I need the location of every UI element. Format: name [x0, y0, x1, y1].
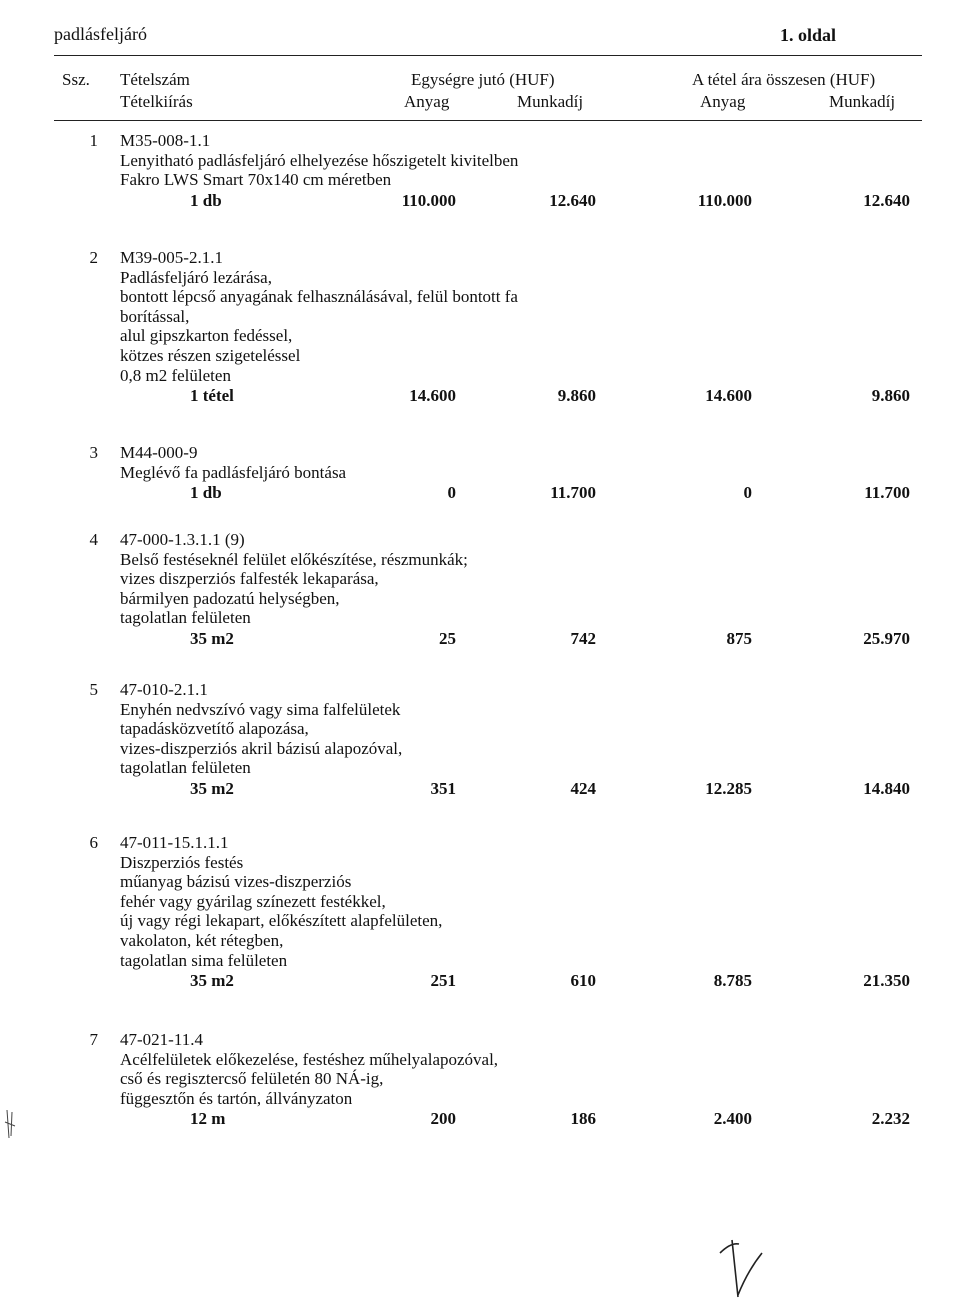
item-quantity: 12 m	[190, 1109, 226, 1129]
item-description-line: új vagy régi lekapart, előkészített alapfelületen,	[120, 911, 443, 931]
item-code: 47-000-1.3.1.1 (9)	[120, 530, 245, 549]
item-unit-material: 110.000	[401, 190, 456, 210]
item-description-line: tagolatlan felületen	[120, 608, 251, 628]
item-description-line: Meglévő fa padlásfeljáró bontása	[120, 462, 347, 482]
item-description-line: bontott lépcső anyagának felhasználásával, felül bontott fa	[120, 287, 518, 307]
item-quantity: 35 m2	[190, 779, 234, 798]
item-number: 1	[89, 131, 98, 150]
item-unit-material: 14.600	[409, 386, 456, 406]
item-unit-labor: 11.700	[550, 483, 596, 503]
item-total-labor: 14.840	[863, 779, 910, 798]
item-description-line: fehér vagy gyárilag színezett festékkel,	[120, 891, 386, 911]
item-number: 7	[89, 1030, 98, 1049]
item-unit-material: 0	[447, 483, 456, 503]
item-unit-labor: 186	[570, 1109, 596, 1129]
item-quantity: 1 db	[190, 483, 222, 503]
item-number: 5	[89, 680, 98, 699]
item-code: 47-021-11.4	[120, 1030, 203, 1049]
item-total-material: 2.400	[713, 1109, 752, 1129]
item-description-line: borítással,	[120, 306, 190, 326]
item-description-line: függesztőn és tartón, állványzaton	[120, 1088, 353, 1108]
document-title: padlásfeljáró	[54, 24, 147, 44]
item-description-line: bármilyen padozatú helységben,	[120, 588, 340, 608]
item-description-line: tapadásközvetítő alapozása,	[120, 719, 309, 739]
col-osszesen: A tétel ára összesen (HUF)	[692, 70, 876, 89]
item-number: 2	[89, 248, 98, 267]
item-description-line: tagolatlan felületen	[120, 758, 251, 778]
item-description-line: vakolaton, két rétegben,	[120, 931, 284, 950]
item-total-labor: 12.640	[863, 190, 910, 210]
item-description-line: tagolatlan sima felületen	[120, 950, 288, 970]
col-egysegre: Egységre jutó (HUF)	[411, 70, 555, 89]
item-description-line: alul gipszkarton fedéssel,	[120, 326, 293, 346]
item-unit-material: 200	[430, 1109, 456, 1129]
item-code: M39-005-2.1.1	[120, 248, 223, 267]
item-unit-labor: 742	[570, 629, 596, 648]
item-total-material: 14.600	[705, 386, 752, 406]
header-rule-bottom	[54, 120, 922, 121]
item-quantity: 1 db	[190, 190, 222, 210]
col-unit-anyag: Anyag	[404, 92, 450, 111]
item-total-labor: 25.970	[863, 629, 910, 648]
item-total-labor: 2.232	[871, 1109, 910, 1129]
col-total-munkadij: Munkadíj	[829, 92, 896, 111]
item-description-line: Padlásfeljáró lezárása,	[120, 267, 272, 287]
col-unit-munkadij: Munkadíj	[517, 92, 584, 111]
item-unit-material: 251	[430, 971, 456, 991]
item-code: 47-011-15.1.1.1	[120, 833, 229, 852]
item-description-line: Acélfelületek előkezelése, festéshez műhelyalapozóval,	[120, 1049, 499, 1069]
col-ssz: Ssz.	[62, 70, 90, 89]
item-description-line: Enyhén nedvszívó vagy sima falfelületek	[120, 699, 401, 719]
item-total-material: 8.785	[713, 971, 752, 991]
item-total-labor: 11.700	[864, 483, 910, 503]
page-number: 1. oldal	[780, 25, 837, 45]
item-description-line: kötzes részen szigeteléssel	[120, 346, 301, 365]
col-tetelszam: Tételszám	[120, 70, 190, 89]
item-total-labor: 9.860	[871, 386, 910, 406]
item-code: M35-008-1.1	[120, 131, 211, 150]
item-description-line: vizes-diszperziós akril bázisú alapozóval,	[120, 738, 403, 758]
item-description-line: 0,8 m2 felületen	[120, 365, 231, 385]
item-quantity: 35 m2	[190, 971, 234, 991]
item-total-material: 875	[726, 629, 752, 648]
item-number: 6	[89, 833, 98, 852]
item-quantity: 1 tétel	[190, 386, 234, 406]
item-description-line: Diszperziós festés	[120, 852, 244, 872]
item-description-line: Lenyitható padlásfeljáró elhelyezése hőszigetelt kivitelben	[120, 150, 519, 170]
item-total-material: 12.285	[705, 779, 752, 798]
item-unit-labor: 12.640	[549, 190, 596, 210]
item-unit-material: 25	[439, 629, 456, 648]
item-description-line: vizes diszperziós falfesték lekaparása,	[120, 569, 379, 589]
item-total-material: 0	[743, 483, 752, 503]
item-unit-labor: 424	[570, 779, 596, 798]
item-unit-labor: 9.860	[557, 386, 596, 406]
item-code: M44-000-9	[120, 443, 198, 462]
col-total-anyag: Anyag	[700, 92, 746, 111]
margin-mark-icon	[2, 1108, 18, 1140]
header-rule-top	[54, 55, 922, 56]
item-unit-labor: 610	[570, 971, 596, 991]
item-description-line: Fakro LWS Smart 70x140 cm méretben	[120, 170, 392, 190]
item-quantity: 35 m2	[190, 629, 234, 648]
item-number: 4	[89, 530, 98, 549]
item-description-line: cső és regisztercső felületén 80 NÁ-ig,	[120, 1069, 384, 1089]
item-description-line: műanyag bázisú vizes-diszperziós	[120, 872, 352, 892]
item-unit-material: 351	[430, 779, 456, 798]
item-code: 47-010-2.1.1	[120, 680, 208, 699]
item-description-line: Belső festéseknél felület előkészítése, részmunkák;	[120, 549, 468, 569]
item-total-labor: 21.350	[863, 971, 910, 991]
item-number: 3	[89, 443, 98, 462]
col-tetelkiiras: Tételkiírás	[120, 92, 193, 111]
handwritten-mark-icon	[690, 1235, 770, 1305]
item-total-material: 110.000	[697, 190, 752, 210]
